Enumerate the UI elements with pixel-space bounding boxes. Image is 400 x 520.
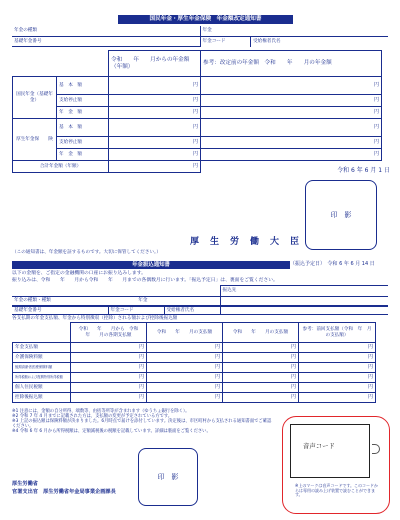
previous-amount-head: 参考：改定前の年金額 令和 年 月の年金額 bbox=[201, 51, 382, 77]
yen-cell: 円 bbox=[299, 343, 376, 353]
yen-cell: 円 bbox=[223, 343, 299, 353]
note-2: ※2 令和 7 年 4 月までに記載された方は、支払額の変更が予定されている方です。 bbox=[12, 413, 173, 419]
pension-amount-table bbox=[12, 50, 382, 173]
row-label: 支給停止額 bbox=[57, 95, 109, 107]
recipient-label: 年金の種類 bbox=[12, 26, 200, 36]
yen-cell: 円 bbox=[109, 107, 201, 119]
basic-pension-no-label: 基礎年金番号 bbox=[12, 36, 200, 47]
yen-cell: 円 bbox=[299, 363, 376, 373]
transfer-info-table bbox=[12, 285, 388, 315]
yen-cell: 円 bbox=[147, 363, 223, 373]
col-head: 令和 年 月から 令和 年 月の各期支払額 bbox=[71, 323, 147, 343]
note-3: ※3 上記の振込額は保険料額が決まりました。6月時点で届けを添付しています。決定後は、市区町村から支払される通知書面でご確認ください。 bbox=[12, 418, 272, 429]
minister-name: 厚 生 労 働 大 臣 bbox=[190, 237, 301, 247]
yen-cell: 円 bbox=[201, 107, 382, 119]
pension-type-label: 年金の種類・種類 年金 bbox=[12, 297, 220, 306]
notes-block bbox=[12, 410, 274, 435]
notice-date: 令和 6 年 6 月 1 日 bbox=[337, 167, 390, 174]
code-label: 年金コード bbox=[108, 307, 164, 315]
yen-cell: 円 bbox=[147, 343, 223, 353]
yen-cell: 円 bbox=[147, 393, 223, 403]
yen-cell: 円 bbox=[299, 353, 376, 363]
yen-cell: 円 bbox=[71, 343, 147, 353]
yen-cell: 円 bbox=[147, 383, 223, 393]
row-label: 年金支払額 bbox=[13, 343, 71, 353]
pension-code-label: 年金コード bbox=[201, 37, 251, 47]
yen-cell: 円 bbox=[71, 373, 147, 383]
voice-code-box bbox=[290, 424, 370, 478]
yen-cell: 円 bbox=[223, 383, 299, 393]
yen-cell: 円 bbox=[71, 383, 147, 393]
row-label: 後期高齢者医療保険料額 bbox=[13, 363, 71, 373]
yen-cell: 円 bbox=[223, 393, 299, 403]
yen-cell: 円 bbox=[109, 95, 201, 107]
header-info-table bbox=[12, 26, 388, 47]
row-label: 支給停止額 bbox=[57, 137, 109, 149]
yen-cell: 円 bbox=[201, 149, 382, 161]
certificate-footnote: （この通知書は、年金額を証するものです。大切に保管してください。） bbox=[12, 250, 161, 255]
yen-cell: 円 bbox=[109, 149, 201, 161]
national-pension-group: 国民年金（基礎年金） bbox=[13, 77, 57, 119]
transfer-label: 振込先 bbox=[220, 286, 388, 297]
issuer-officer: 官署支出官 厚生労働省年金局事業企画課長 bbox=[12, 489, 116, 495]
yen-cell: 円 bbox=[201, 95, 382, 107]
row-label: 年 金 額 bbox=[57, 149, 109, 161]
row-label: 年 金 額 bbox=[57, 107, 109, 119]
basic-no-label: 基礎年金番号 bbox=[12, 307, 108, 315]
scheduled-date: （振込予定日） 令和 6 年 6 月 14 日 bbox=[290, 261, 375, 267]
yen-cell: 円 bbox=[299, 393, 376, 403]
yen-cell: 円 bbox=[223, 353, 299, 363]
yen-cell: 円 bbox=[71, 353, 147, 363]
minister-seal: 印 影 bbox=[305, 180, 377, 250]
current-amount-head: 令和 年 月からの年金額（年額） bbox=[109, 51, 201, 77]
yen-cell: 円 bbox=[71, 363, 147, 373]
note-1: ※1 注意には、金額の自分所得、端数等、由括等所等が含まれます（ゆうちょ銀行を除く）。 bbox=[12, 409, 190, 414]
yen-cell: 円 bbox=[299, 373, 376, 383]
transfer-notice-bar: 年金振込通知書 bbox=[12, 261, 290, 269]
yen-cell: 円 bbox=[109, 77, 201, 95]
row-label: 控除後振込額 bbox=[13, 393, 71, 403]
row-label: 基 本 額 bbox=[57, 77, 109, 95]
yen-cell: 円 bbox=[109, 137, 201, 149]
col-head: 令和 年 月の支払額 bbox=[223, 323, 299, 343]
deduction-note: 各支払期の年金支払額、年金から特別徴収（控除）される額および控除後振込額 bbox=[12, 316, 178, 321]
row-label: 所得税額および復興特別所得税額 bbox=[13, 373, 71, 383]
officer-seal: 印 影 bbox=[138, 448, 198, 506]
yen-cell: 円 bbox=[201, 77, 382, 95]
yen-cell: 円 bbox=[71, 393, 147, 403]
intro-line-1: 以下の金額を、ご指定の金融機関の口座にお振り込みします。 bbox=[12, 271, 146, 276]
deduction-table bbox=[12, 322, 376, 403]
intro-line-2: 振り込みは、令和 年 月から令和 年 月までの各偶数月に行います。「振込予定日」は、裏面をご覧ください。 bbox=[12, 278, 278, 283]
yen-cell: 円 bbox=[223, 363, 299, 373]
total-amount-label: 合計年金額（年額） bbox=[13, 161, 109, 173]
col-head: 参考：前回支払額（令和 年 月の支払額） bbox=[299, 323, 376, 343]
row-label: 介護保険料額 bbox=[13, 353, 71, 363]
col-head: 令和 年 月の支払額 bbox=[147, 323, 223, 343]
yen-cell: 円 bbox=[299, 383, 376, 393]
name-label: 年金 bbox=[200, 26, 388, 36]
yen-cell: 円 bbox=[147, 373, 223, 383]
row-label: 基 本 額 bbox=[57, 119, 109, 137]
yen-cell: 円 bbox=[109, 161, 201, 173]
employee-pension-group: 厚生年金保 険 bbox=[13, 119, 57, 161]
voice-code-label: 音声コード bbox=[303, 442, 335, 450]
notice-title-bar: 国民年金・厚生年金保険 年金額改定通知書 bbox=[118, 15, 293, 24]
yen-cell: 円 bbox=[147, 353, 223, 363]
yen-cell: 円 bbox=[223, 373, 299, 383]
yen-cell: 円 bbox=[109, 119, 201, 137]
issuer-ministry: 厚生労働省 bbox=[12, 481, 38, 487]
yen-cell: 円 bbox=[201, 137, 382, 149]
office-label: 受給権者氏名 bbox=[253, 38, 281, 44]
holder-label: 受給権者氏名 bbox=[164, 307, 220, 315]
row-label: 個人住民税額 bbox=[13, 383, 71, 393]
voice-code-note: ※上のマークは音声コードです。このコードからは専用の読み上げ装置で読むことができます。 bbox=[295, 483, 379, 498]
yen-cell: 円 bbox=[201, 119, 382, 137]
note-4: ※4 令和 6 年 6 月から所得税額は、定額減税後の税額を記載しています。詳細は裏面をご覧ください。 bbox=[12, 428, 211, 434]
